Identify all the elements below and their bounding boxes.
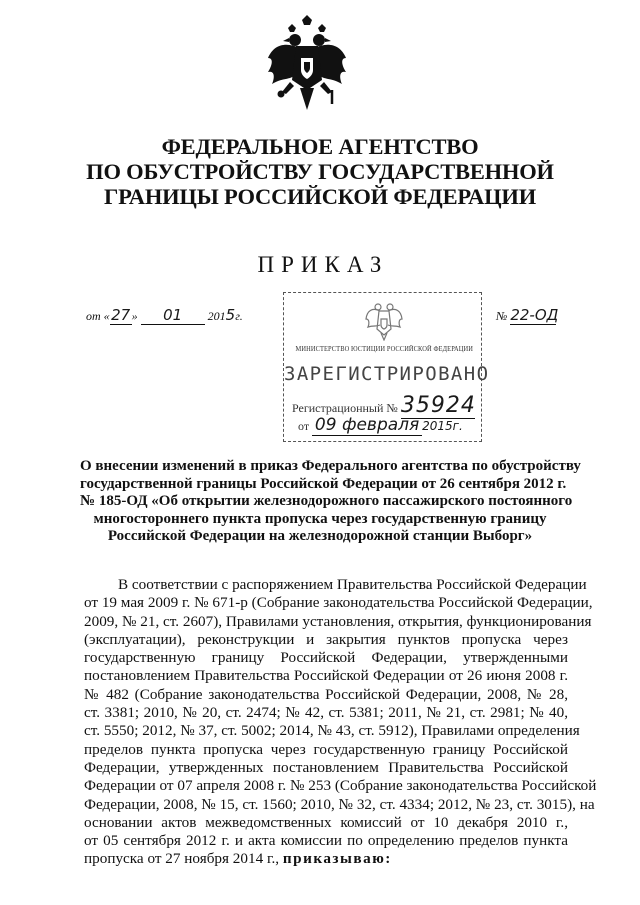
body-line: Федерации, 2008, № 15, ст. 1560; 2010, № 32, ст. 4334; 2012, № 23, ст. 3015), на bbox=[84, 795, 595, 813]
stamp-year: 2015г. bbox=[422, 419, 463, 433]
number-prefix: № bbox=[496, 309, 508, 323]
body-line: государственную границу Российской Федерации, утвержденными bbox=[84, 649, 568, 667]
registration-stamp bbox=[283, 292, 490, 442]
body-line: (эксплуатации), реконструкции и закрытия пунктов пропуска через bbox=[84, 630, 568, 648]
body-line: В соответствии с распоряжением Правительства Российской Федерации bbox=[118, 576, 587, 593]
body-line: Федерации от 07 апреля 2008 г. № 253 (Собрание законодательства Российской bbox=[84, 777, 597, 795]
order-date bbox=[86, 306, 243, 325]
body-last-line-text: пропуска от 27 ноября 2014 г., bbox=[84, 850, 283, 868]
agency-heading bbox=[60, 134, 580, 209]
body-line: пределов пункта пропуска через государственную границу Российской bbox=[84, 740, 568, 758]
subject-line: Российской Федерации на железнодорожной станции Выборг» bbox=[107, 528, 533, 544]
stamp-reg-label: Регистрационный № bbox=[292, 401, 398, 415]
coat-of-arms-icon bbox=[266, 14, 348, 114]
date-prefix: от « bbox=[86, 309, 110, 323]
agency-line: ПО ОБУСТРОЙСТВУ ГОСУДАРСТВЕННОЙ bbox=[86, 159, 554, 184]
body-line: от 19 мая 2009 г. № 671-р (Собрание законодательства Российской Федерации, bbox=[84, 594, 593, 612]
order-number bbox=[496, 306, 559, 325]
body-line: основании актов межведомственных комиссий от 10 декабря 2010 г., bbox=[84, 813, 568, 831]
stamp-date-handwritten: 09 февраля bbox=[312, 415, 422, 436]
number-value: 22-ОД bbox=[510, 306, 559, 324]
stamp-eagle-icon bbox=[364, 297, 404, 341]
subject-line: многостороннего пункта пропуска через государственную границу bbox=[93, 510, 547, 527]
stamp-reg-number: 35924 bbox=[400, 393, 476, 418]
subject-line: государственной границы Российской Федерации от 26 сентября 2012 г. bbox=[80, 475, 567, 492]
date-year-prefix: 201 bbox=[207, 309, 226, 323]
date-day: 27 bbox=[111, 306, 131, 324]
order-body bbox=[84, 576, 597, 869]
date-year-digit: 5 bbox=[225, 306, 236, 324]
date-suffix: г. bbox=[235, 309, 243, 323]
order-subject bbox=[80, 458, 581, 546]
document-type-title: ПРИКАЗ bbox=[257, 252, 389, 277]
date-month: 01 bbox=[141, 306, 205, 325]
stamp-date-label: от bbox=[298, 419, 310, 433]
body-line: ст. 3381; 2010, № 20, ст. 2474; № 42, ст. 5381; 2011, № 21, ст. 2981; № 40, bbox=[84, 704, 568, 722]
subject-line: О внесении изменений в приказ Федерального агентства по обустройству bbox=[80, 458, 581, 474]
body-last-line bbox=[84, 850, 568, 868]
body-line: 2009, № 21, ст. 2607), Правилами установления, открытия, функционирования bbox=[84, 612, 592, 630]
body-line: Федерации, утвержденных постановлением Правительства Российской bbox=[84, 758, 568, 776]
stamp-ministry: МИНИСТЕРСТВО ЮСТИЦИИ РОССИЙСКОЙ ФЕДЕРАЦИИ bbox=[295, 345, 474, 353]
stamp-registered: ЗАРЕГИСТРИРОВАНО bbox=[284, 363, 490, 385]
date-mid: » bbox=[131, 309, 138, 323]
body-line: постановлением Правительства Российской Федерации от 26 июня 2008 г. bbox=[84, 667, 568, 685]
agency-line: ГРАНИЦЫ РОССИЙСКОЙ ФЕДЕРАЦИИ bbox=[103, 184, 536, 209]
stamp-date bbox=[298, 415, 463, 436]
body-line: ст. 5550; 2012, № 37, ст. 5002; 2014, № 43, ст. 5912), Правилами определения bbox=[84, 722, 580, 740]
order-verb: приказываю: bbox=[282, 850, 392, 868]
body-line: № 482 (Собрание законодательства Российской Федерации, 2008, № 28, bbox=[84, 685, 568, 703]
body-line: от 05 сентября 2012 г. и акта комиссии по определению пределов пункта bbox=[84, 832, 568, 850]
subject-line: № 185-ОД «Об открытии железнодорожного пассажирского постоянного bbox=[80, 493, 573, 509]
agency-line: ФЕДЕРАЛЬНОЕ АГЕНТСТВО bbox=[161, 134, 479, 159]
